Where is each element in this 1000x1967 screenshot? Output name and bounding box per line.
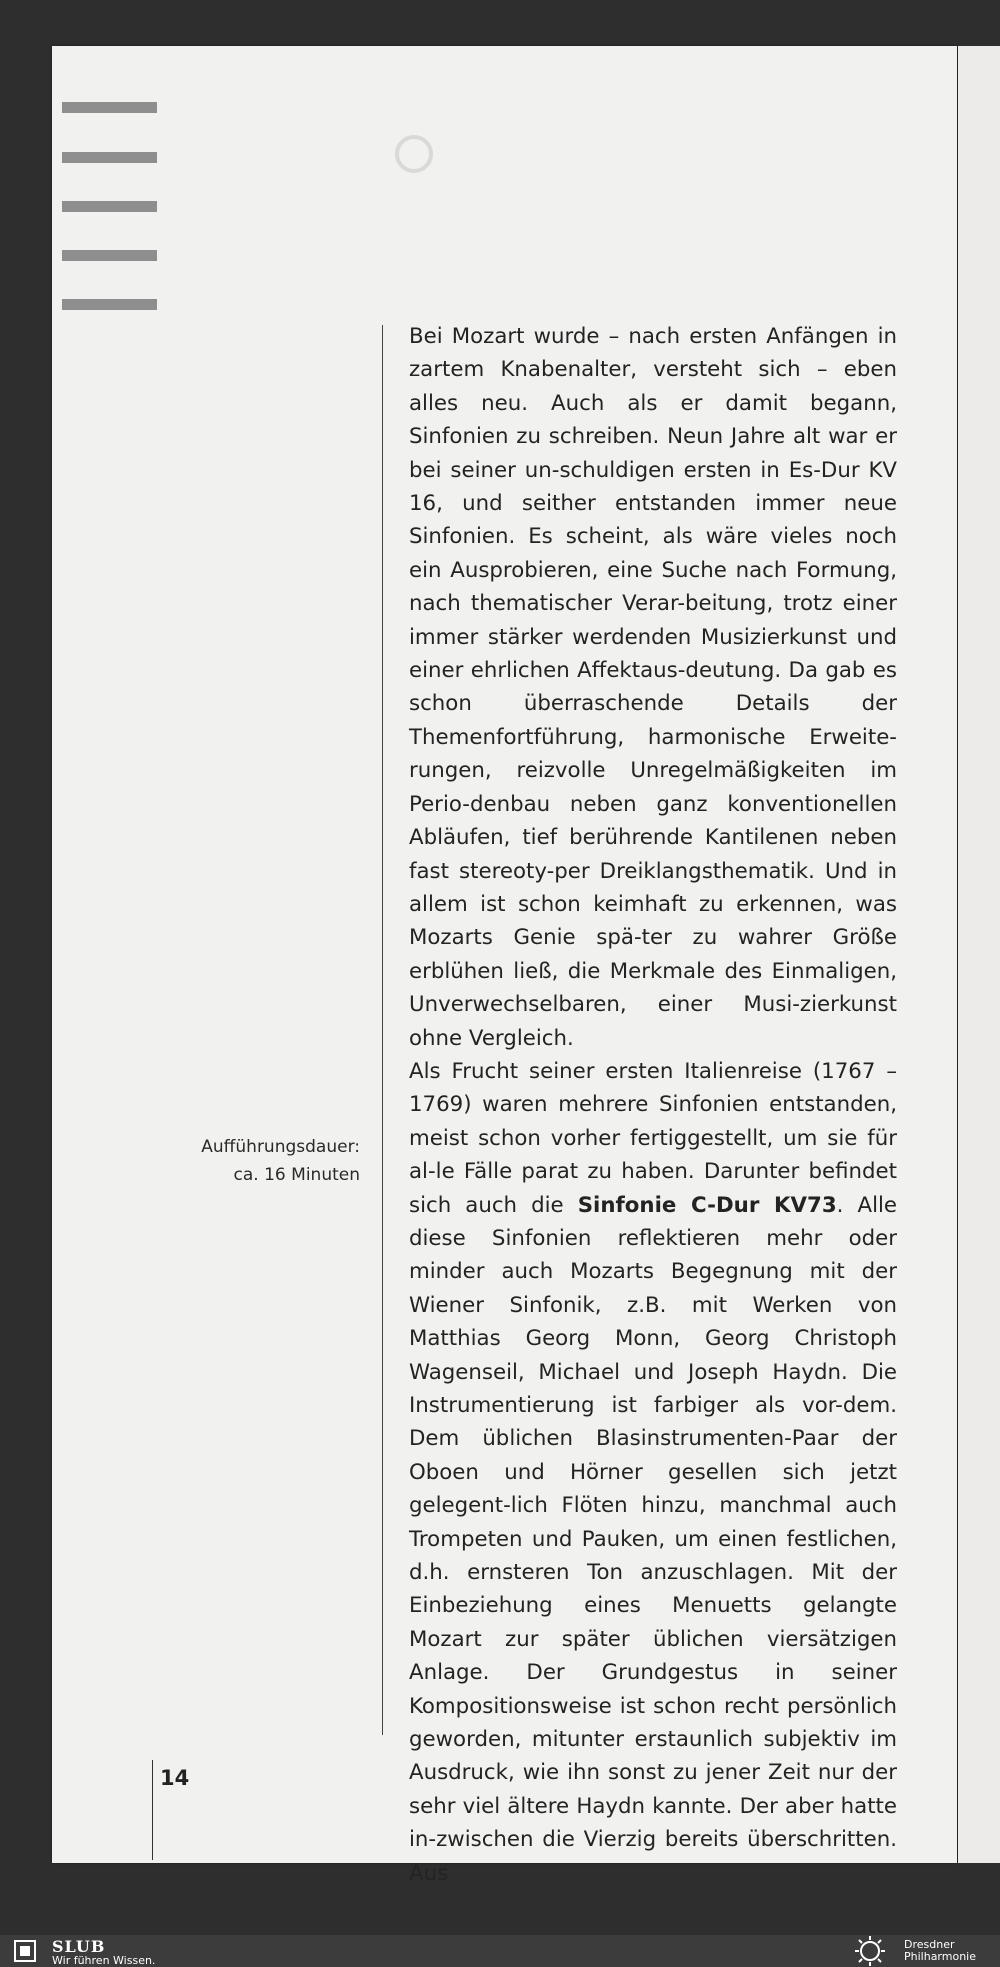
next-page-edge (958, 46, 1000, 1863)
page-number: 14 (160, 1766, 190, 1790)
decorative-bar (62, 250, 157, 261)
bottom-banner (0, 1935, 1000, 1967)
show-through-logo-icon (395, 135, 433, 173)
footer-divider (152, 1760, 153, 1860)
paragraph-italienreise (409, 1055, 897, 1890)
slub-name: SLUB (52, 1937, 106, 1956)
paragraph-text-after: . Alle diese Sinfonien reflektieren mehr oder minder auch Mozarts Begegnung mit der Wiener Sinfonik, z.B. mit Werken von Matthias Georg Monn, Georg Christoph Wagenseil, Michael und Joseph Haydn. Die Instrumentierung ist farbiger als vor-dem. Dem üblichen Blasinstrumenten-Paar der Oboen und Hörner gesellen sich jetzt gelegent-lich Flöten hinzu, manchmal auch Trompeten und Pauken, um einen festlichen, d.h. ernsteren Ton anzuschlagen. Mit der Einbeziehung eines Menuetts gelangte Mozart zur später üblichen viersätzigen Anlage. Der Grundgestus in seiner Kompositionsweise ist schon recht persönlich geworden, mitunter erstaunlich subjektiv im Ausdruck, wie ihn sonst zu jener Zeit nur der sehr viel ältere Haydn kannte. Der aber hatte in-zwischen die Vierzig bereits überschritten. Aus (409, 1192, 898, 1886)
philharmonie-name (904, 1939, 976, 1963)
decorative-bar (62, 201, 157, 212)
philharmonie-name-line2: Philharmonie (904, 1950, 976, 1963)
philharmonie-name-line1: Dresdner (904, 1938, 955, 1951)
column-divider (382, 325, 383, 1735)
decorative-bar (62, 152, 157, 163)
decorative-bar (62, 102, 157, 113)
philharmonie-logo-icon (846, 1935, 894, 1967)
duration-value: ca. 16 Minuten (233, 1165, 360, 1185)
performance-duration-note (140, 1133, 360, 1189)
paragraph-text-before: Als Frucht seiner ersten Italienreise (1767 – 1769) waren mehrere Sinfonien entstanden, meist schon vorher fertiggestellt, um sie für al-le Fälle parat zu haben. Darunter befindet sich auch die (409, 1058, 897, 1218)
duration-label: Aufführungsdauer: (201, 1137, 360, 1157)
slub-claim: Wir führen Wissen. (52, 1954, 156, 1967)
paragraph-intro: Bei Mozart wurde – nach ersten Anfängen in zartem Knabenalter, versteht sich – eben alles neu. Auch als er damit begann, Sinfonien zu schreiben. Neun Jahre alt war er bei seiner un-schuldigen ersten in Es-Dur KV 16, und seither entstanden immer neue Sinfonien. Es scheint, als wäre vieles noch ein Ausprobieren, eine Suche nach Formung, nach thematischer Verar-beitung, trotz einer immer stärker werdenden Musizierkunst und einer ehrlichen Affektaus-deutung. Da gab es schon überraschende Details der Themenfortführung, harmonische Erweite-rungen, reizvolle Unregelmäßigkeiten im Perio-denbau neben ganz konventionellen Abläufen, tief berührende Kantilenen neben fast stereoty-per Dreiklangsthematik. Und in allem ist schon keimhaft zu erkennen, was Mozarts Genie spä-ter zu wahrer Größe erblühen ließ, die Merkmale des Einmaligen, Unverwechselbaren, einer Musi-zierkunst ohne Vergleich. (409, 324, 897, 1051)
article-body (409, 320, 897, 1890)
work-title: Sinfonie C-Dur KV73 (577, 1192, 837, 1218)
slub-logo-icon (14, 1940, 36, 1962)
decorative-bar (62, 299, 157, 310)
